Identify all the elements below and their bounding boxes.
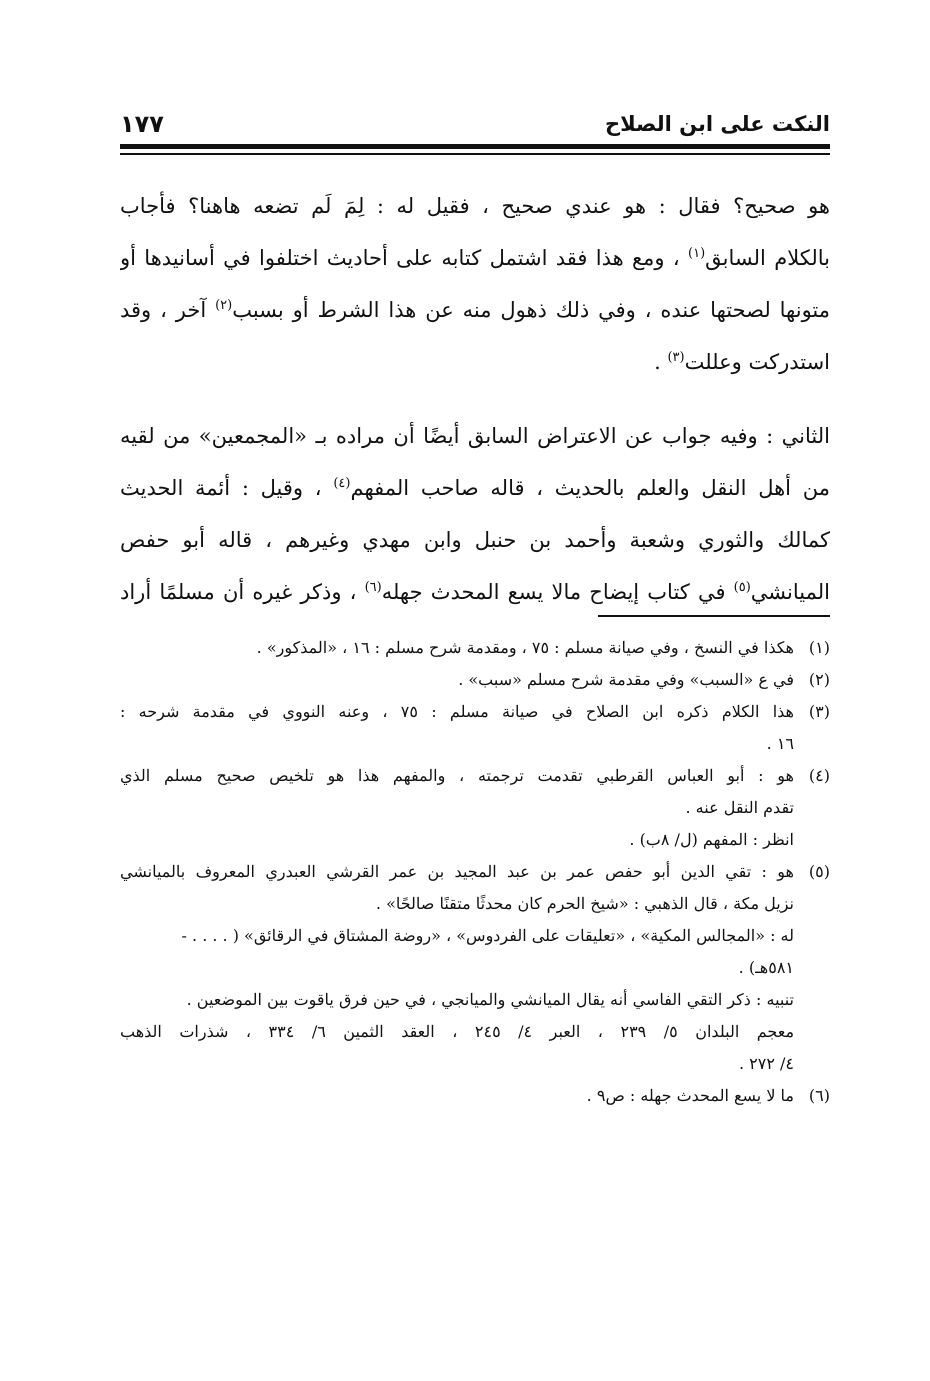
running-title: النكت على ابن الصلاح: [604, 112, 830, 136]
footnote-line: [120, 664, 830, 696]
footnote-text: في ع «السبب» وفي مقدمة شرح مسلم «سبب» .: [458, 670, 794, 689]
paragraph-1: [120, 180, 830, 388]
footnote-3: [120, 696, 830, 760]
footnote-line: [120, 984, 830, 1016]
footnote-line: [120, 792, 830, 824]
footnote-line: [120, 952, 830, 984]
footnote-marker: (٥): [733, 580, 751, 595]
footnote-line: [120, 1048, 830, 1080]
text-run: في كتاب إيضاح مالا يسع المحدث جهله: [381, 580, 726, 604]
footnote-number: (٥): [808, 862, 830, 881]
footnote-6: [120, 1080, 830, 1112]
text-run: الميانشي: [750, 580, 830, 604]
footnote-number: (٣): [808, 702, 830, 721]
footnote-number: (٢): [808, 670, 830, 689]
footnote-text: له : «المجالس المكية» ، «تعليقات على الفردوس» ، «روضة المشتاق في الرقائق» ( . . . . -: [181, 926, 794, 945]
footnote-separator: [598, 615, 830, 617]
footnote-text: هو : تقي الدين أبو حفص عمر بن عبد المجيد بن عمر القرشي العبدري المعروف بالميانشي: [120, 862, 794, 881]
footnote-line: [120, 824, 830, 856]
footnote-text: تنبيه : ذكر التقي الفاسي أنه يقال الميانشي والميانجي ، في حين فرق ياقوت بين الموضعين .: [186, 990, 794, 1009]
text-run: بالكلام السابق: [705, 246, 830, 270]
footnote-line: [120, 888, 830, 920]
footnote-text: انظر : المفهم (ل/ ٨ب) .: [629, 830, 794, 849]
text-line: [120, 566, 830, 618]
text-run: ، وقيل : أئمة الحديث: [120, 476, 322, 500]
footnote-marker: (١): [688, 246, 706, 261]
footnote-line: [120, 856, 830, 888]
footnote-text: معجم البلدان ٥/ ٢٣٩ ، العبر ٤/ ٢٤٥ ، العقد الثمين ٦/ ٣٣٤ ، شذرات الذهب: [120, 1022, 795, 1041]
text-line: [120, 284, 830, 336]
footnote-line: [120, 696, 830, 728]
footnote-line: [120, 920, 830, 952]
footnote-1: [120, 632, 830, 664]
footnote-number: (٤): [808, 766, 830, 785]
footnotes: [120, 632, 830, 1112]
text-run: متونها لصحتها عنده ، وفي ذلك ذهول منه عن هذا الشرط أو بسبب: [232, 298, 830, 322]
footnote-text: ٤/ ٢٧٢ .: [738, 1054, 794, 1073]
footnote-line: [120, 728, 830, 760]
text-run: ، ومع هذا فقد اشتمل كتابه على أحاديث اختلفوا في أسانيدها أو: [120, 246, 680, 270]
text-run: استدركت وعللت: [684, 350, 830, 374]
footnote-marker: (٦): [364, 580, 382, 595]
footnote-line: [120, 632, 830, 664]
text-line: [120, 462, 830, 514]
footnote-number: (٦): [808, 1086, 830, 1105]
text-line: [120, 232, 830, 284]
footnote-marker: (٤): [333, 476, 351, 491]
text-run: آخر ، وقد: [120, 298, 207, 322]
footnote-text: تقدم النقل عنه .: [685, 798, 794, 817]
text-run: ، وذكر غيره أن مسلمًا أراد: [120, 580, 357, 604]
paragraph-gap: [120, 388, 830, 410]
footnote-text: ١٦ .: [766, 734, 794, 753]
footnote-marker: (٣): [667, 350, 685, 365]
footnote-4: [120, 760, 830, 856]
footnote-text: نزيل مكة ، قال الذهبي : «شيخ الحرم كان محدثًا متقنًا صالحًا» .: [375, 894, 794, 913]
footnote-marker: (٢): [215, 298, 233, 313]
text-line: [120, 180, 830, 232]
footnote-line: [120, 1080, 830, 1112]
page-number: ١٧٧: [120, 110, 164, 138]
text-run: .: [654, 350, 661, 374]
footnote-text: هو : أبو العباس القرطبي تقدمت ترجمته ، والمفهم هذا هو تلخيص صحيح مسلم الذي: [120, 766, 794, 785]
footnote-number: (١): [808, 638, 830, 657]
footnote-text: هكذا في النسخ ، وفي صيانة مسلم : ٧٥ ، ومقدمة شرح مسلم : ١٦ ، «المذكور» .: [256, 638, 794, 657]
footnote-line: [120, 1016, 830, 1048]
text-run: من أهل النقل والعلم بالحديث ، قاله صاحب المفهم: [350, 476, 830, 500]
paragraph-2: [120, 410, 830, 618]
page-header: [120, 108, 830, 142]
footnote-text: ما لا يسع المحدث جهله : ص٩ .: [586, 1086, 794, 1105]
text-run: الثاني : وفيه جواب عن الاعتراض السابق أيضًا أن مراده بـ «المجمعين» من لقيه: [120, 424, 830, 448]
footnote-line: [120, 760, 830, 792]
footnote-5: [120, 856, 830, 1080]
header-rule-thin: [120, 153, 830, 155]
footnote-text: ٥٨١هـ) .: [738, 958, 794, 977]
header-rule-thick: [120, 144, 830, 149]
text-line: [120, 514, 830, 566]
footnote-text: هذا الكلام ذكره ابن الصلاح في صيانة مسلم : ٧٥ ، وعنه النووي في مقدمة شرحه :: [120, 702, 794, 721]
text-line: [120, 410, 830, 462]
text-line: [120, 336, 830, 388]
main-text: [120, 180, 830, 618]
footnote-2: [120, 664, 830, 696]
text-run: كمالك والثوري وشعبة وأحمد بن حنبل وابن مهدي وغيرهم ، قاله أبو حفص: [120, 528, 830, 552]
text-run: هو صحيح؟ فقال : هو عندي صحيح ، فقيل له : لِمَ لَم تضعه هاهنا؟ فأجاب: [120, 194, 830, 218]
